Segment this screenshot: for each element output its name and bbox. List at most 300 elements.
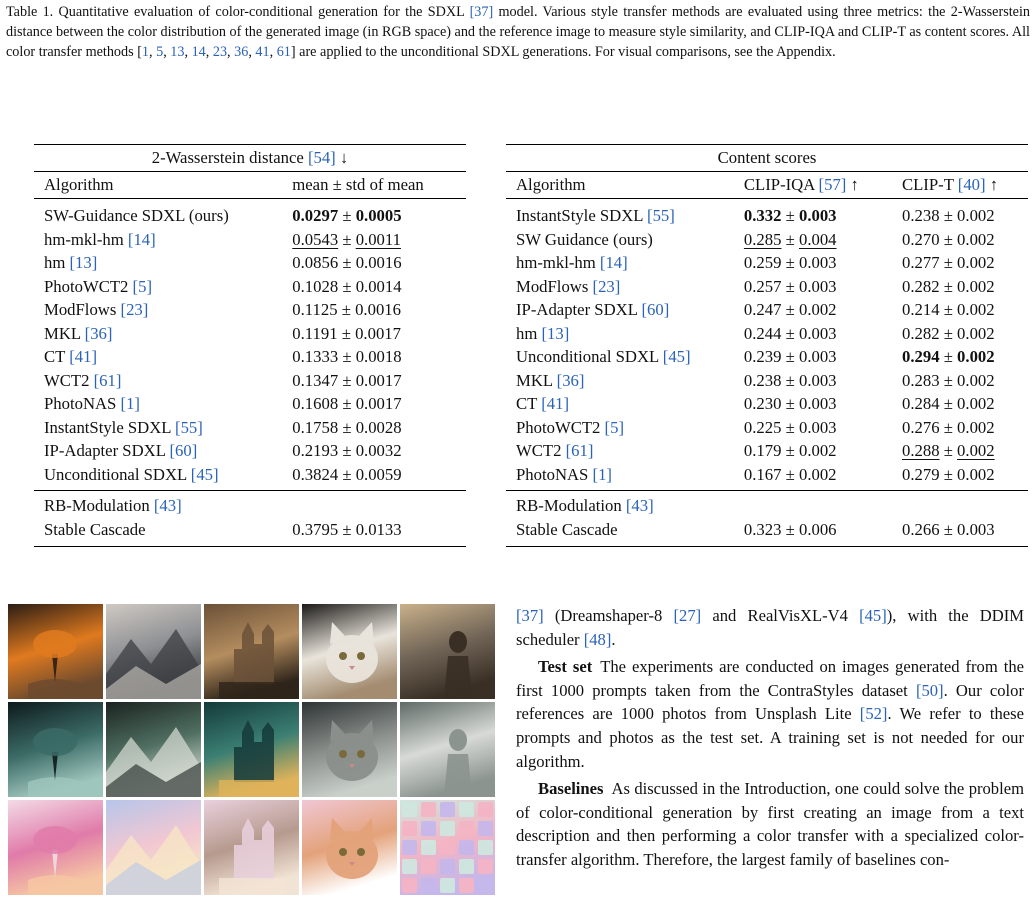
generated-image-glass-terrarium: [8, 702, 103, 797]
score-mean: 0.1191: [292, 323, 338, 343]
algorithm-name: [34, 322, 282, 346]
score-std: 0.002: [798, 441, 837, 460]
generated-image-pastel-clouds: [106, 800, 201, 895]
citation-link[interactable]: [54]: [307, 148, 336, 167]
score-cell: [282, 416, 466, 440]
column-header-algorithm: Algorithm: [34, 171, 282, 199]
plus-minus: ±: [338, 394, 356, 413]
table-row: [34, 228, 466, 252]
citation-link[interactable]: [50]: [915, 680, 944, 700]
table-row: [34, 275, 466, 299]
algorithm-name: [34, 463, 282, 491]
score-std: 0.0018: [355, 347, 402, 366]
content-scores-group-header: Content scores: [506, 145, 1028, 172]
generated-image-castle-pastel: [204, 800, 299, 895]
citation-link[interactable]: [41]: [541, 394, 570, 413]
score-std: 0.002: [957, 464, 995, 484]
column-header-clip-t: CLIP-T [40] ↑: [892, 171, 1028, 199]
algorithm-label: RB-Modulation: [44, 496, 154, 515]
score-std: 0.002: [798, 300, 837, 319]
score-std: 0.002: [957, 323, 995, 343]
table-row: [506, 518, 1028, 547]
citation-link[interactable]: [55]: [175, 417, 203, 437]
citation-link[interactable]: [43]: [153, 496, 182, 515]
citation-link[interactable]: [55]: [647, 206, 675, 225]
table-row: [506, 228, 1028, 252]
paragraph-baselines: Baselines As discussed in the Introduction, one could solve the problem of color-conditional generation by first creating an image from a text description and then performing a color transfer with a specialized color-transfer algorithm. Therefore, the largest family of baselines con-: [516, 779, 1024, 869]
table-row: [506, 322, 1028, 346]
citation-link[interactable]: [37]: [469, 4, 494, 20]
score-std: 0.0017: [355, 323, 401, 343]
citation-link[interactable]: 61: [276, 44, 291, 60]
score-std: 0.0016: [355, 300, 401, 319]
score-std: 0.006: [798, 519, 837, 539]
citation-separator: ,: [149, 44, 157, 60]
citation-link[interactable]: [27]: [673, 606, 702, 625]
citation-link[interactable]: [45]: [190, 464, 219, 484]
score-std: 0.002: [957, 300, 995, 319]
score-std: 0.0032: [355, 441, 402, 460]
citation-link[interactable]: 41: [255, 44, 270, 60]
plus-minus: ±: [939, 519, 958, 539]
body-text: [516, 604, 1024, 876]
citation-separator: ,: [269, 44, 277, 60]
score-std: 0.0011: [355, 229, 401, 249]
score-cell: [892, 228, 1028, 252]
score-mean: 0.276: [901, 417, 940, 437]
citation-link[interactable]: [43]: [625, 496, 654, 515]
score-std: 0.002: [798, 464, 837, 484]
score-mean: 0.1347: [292, 370, 339, 390]
table-row: [506, 275, 1028, 299]
algorithm-label: WCT2: [44, 370, 94, 390]
citation-link[interactable]: [61]: [93, 370, 122, 390]
score-cell: [892, 518, 1028, 547]
score-cell: [282, 251, 466, 275]
algorithm-name: [506, 439, 734, 463]
generated-image-castle-sepia: [204, 604, 299, 699]
score-mean: 0.0297: [292, 206, 339, 225]
algorithm-label: Stable Cascade: [44, 519, 146, 539]
table-row: [506, 298, 1028, 322]
table-row: [34, 322, 466, 346]
score-cell: [282, 228, 466, 252]
algorithm-name: [34, 518, 282, 547]
citation-link[interactable]: [60]: [641, 300, 670, 319]
algorithm-label: Unconditional SDXL: [44, 464, 191, 484]
score-mean: 0.1333: [292, 347, 339, 366]
plus-minus: ±: [781, 253, 799, 272]
score-cell: [892, 322, 1028, 346]
score-mean: 0.3824: [292, 464, 339, 484]
generated-image-misty-mountains: [106, 604, 201, 699]
score-std: 0.0005: [355, 206, 402, 225]
algorithm-label: Unconditional SDXL: [516, 347, 663, 366]
citation-link[interactable]: [52]: [859, 704, 888, 724]
table-row: [506, 439, 1028, 463]
score-std: 0.002: [957, 276, 995, 296]
score-mean: 0.167: [743, 464, 782, 484]
algorithm-label: ModFlows: [516, 276, 593, 296]
citation-link[interactable]: [23]: [592, 276, 621, 296]
score-mean: 0.282: [901, 276, 940, 296]
score-cell: [892, 392, 1028, 416]
plus-minus: ±: [338, 253, 356, 272]
algorithm-label: PhotoWCT2: [44, 276, 133, 296]
score-cell: [734, 416, 892, 440]
score-cell: [734, 392, 892, 416]
algorithm-name: [34, 251, 282, 275]
algorithm-name: [34, 369, 282, 393]
citation-separator: ,: [248, 44, 256, 60]
score-std: 0.0016: [355, 253, 402, 272]
citation-separator: ,: [227, 44, 235, 60]
algorithm-name: [34, 392, 282, 416]
citation-link[interactable]: 23: [212, 44, 228, 60]
score-cell: [892, 251, 1028, 275]
algorithm-name: [506, 322, 734, 346]
score-std: 0.0028: [355, 417, 402, 437]
score-std: 0.003: [798, 370, 837, 390]
algorithm-label: PhotoNAS: [44, 394, 121, 413]
citation-link[interactable]: [41]: [69, 347, 98, 366]
score-std: 0.003: [798, 253, 837, 272]
generated-image-dark-mountains: [106, 702, 201, 797]
score-mean: 0.283: [901, 370, 940, 390]
score-mean: 0.257: [743, 276, 782, 296]
score-mean: 0.0856: [292, 253, 339, 272]
table-row: [506, 491, 1028, 518]
plus-minus: ±: [781, 229, 799, 249]
table-row: [506, 345, 1028, 369]
score-std: 0.003: [957, 519, 995, 539]
table-row: [506, 392, 1028, 416]
algorithm-label: IP-Adapter SDXL: [516, 300, 642, 319]
citation-link[interactable]: 13: [170, 44, 185, 60]
baselines-heading: Baselines: [538, 779, 604, 799]
score-std: 0.0017: [355, 370, 402, 390]
table-row: [506, 416, 1028, 440]
citation-link[interactable]: [5]: [132, 276, 153, 296]
wasserstein-group-header: 2-Wasserstein distance [54] ↓: [34, 145, 466, 172]
score-mean: 0.285: [743, 229, 782, 249]
score-cell: [892, 369, 1028, 393]
score-mean: 0.0543: [292, 229, 339, 249]
generated-image-tabby-kitten: [302, 702, 397, 797]
algorithm-label: InstantStyle SDXL: [44, 417, 176, 437]
content-scores-table: [506, 144, 1028, 547]
algorithm-label: Stable Cascade: [516, 519, 618, 539]
caption-label: Table 1.: [6, 4, 54, 20]
algorithm-label: ModFlows: [44, 300, 121, 319]
plus-minus: ±: [939, 300, 958, 319]
score-std: 0.002: [957, 206, 995, 225]
score-mean: 0.1758: [292, 417, 339, 437]
algorithm-label: CT: [44, 347, 70, 366]
plus-minus: ±: [939, 229, 958, 249]
algorithm-name: [34, 345, 282, 369]
citation-link[interactable]: 36: [234, 44, 249, 60]
algorithm-name: [506, 228, 734, 252]
score-cell: [282, 298, 466, 322]
algorithm-label: hm: [516, 323, 542, 343]
score-mean: 0.332: [743, 206, 782, 225]
score-cell: [734, 369, 892, 393]
test-set-heading: Test set: [538, 657, 593, 677]
plus-minus: ±: [781, 300, 799, 319]
algorithm-name: [34, 439, 282, 463]
paragraph-models: [37] (Dreamshaper-8 [27] and RealVisXL-V4 [45]), with the DDIM scheduler [48].: [516, 606, 1025, 649]
column-header-mean-std: mean ± std of mean: [282, 171, 466, 199]
plus-minus: ±: [781, 347, 799, 366]
score-mean: 0.238: [901, 206, 940, 225]
algorithm-name: [34, 298, 282, 322]
algorithm-label: SW-Guidance SDXL (ours): [44, 206, 229, 225]
plus-minus: ±: [337, 300, 356, 319]
algorithm-name: [506, 199, 734, 228]
score-cell: [734, 228, 892, 252]
table-row: [34, 416, 466, 440]
table-row: [34, 199, 466, 228]
plus-minus: ±: [338, 370, 356, 390]
algorithm-name: [506, 416, 734, 440]
score-mean: 0.266: [901, 519, 940, 539]
citation-link[interactable]: [57]: [818, 174, 847, 194]
score-cell: [892, 439, 1028, 463]
generated-image-umbrella-person: [400, 702, 495, 797]
table-row: [34, 345, 466, 369]
score-std: 0.002: [957, 253, 995, 272]
score-mean: 0.323: [743, 519, 782, 539]
score-mean: 0.2193: [292, 441, 339, 460]
plus-minus: ±: [939, 370, 958, 390]
score-std: 0.003: [798, 206, 837, 225]
generated-image-city-woman: [400, 604, 495, 699]
score-mean: 0.294: [901, 347, 940, 366]
citation-separator: ,: [163, 44, 171, 60]
table-row: [34, 251, 466, 275]
plus-minus: ±: [939, 417, 958, 437]
algorithm-label: InstantStyle SDXL: [516, 206, 648, 225]
score-std: 0.002: [957, 417, 995, 437]
plus-minus: ±: [338, 276, 356, 296]
citation-link[interactable]: [36]: [84, 323, 113, 343]
table-row: [34, 491, 466, 518]
score-mean: 0.214: [901, 300, 940, 319]
algorithm-label: SW Guidance (ours): [516, 229, 653, 249]
citation-link[interactable]: [60]: [169, 441, 198, 460]
score-mean: 0.259: [743, 253, 782, 272]
score-std: 0.002: [957, 347, 995, 366]
citation-link[interactable]: [37]: [516, 606, 544, 625]
plus-minus: ±: [939, 464, 958, 484]
plus-minus: ±: [781, 370, 799, 390]
score-std: 0.0017: [355, 394, 402, 413]
plus-minus: ±: [781, 441, 799, 460]
algorithm-label: IP-Adapter SDXL: [44, 441, 170, 460]
citation-link[interactable]: [14]: [599, 253, 628, 272]
generated-image-calico-kitten: [302, 800, 397, 895]
plus-minus: ±: [781, 323, 799, 343]
plus-minus: ±: [781, 417, 799, 437]
score-std: 0.002: [957, 229, 995, 249]
score-std: 0.003: [798, 323, 837, 343]
score-std: 0.003: [798, 276, 837, 296]
column-header-algorithm: Algorithm: [506, 171, 734, 199]
table-row: [34, 369, 466, 393]
empty-cell: [282, 491, 466, 518]
score-cell: [734, 518, 892, 547]
plus-minus: ±: [939, 253, 958, 272]
citation-link[interactable]: [48]: [583, 629, 612, 649]
citation-separator: ,: [184, 44, 192, 60]
score-cell: [282, 439, 466, 463]
algorithm-label: MKL: [516, 370, 557, 390]
score-mean: 0.238: [743, 370, 782, 390]
algorithm-name: [34, 416, 282, 440]
algorithm-label: hm-mkl-hm: [516, 253, 600, 272]
algorithm-label: PhotoNAS: [516, 464, 593, 484]
score-mean: 0.225: [743, 417, 782, 437]
generated-image-white-kitten: [302, 604, 397, 699]
wasserstein-table: [34, 144, 466, 547]
score-cell: [734, 345, 892, 369]
algorithm-name: [34, 228, 282, 252]
score-mean: 0.288: [901, 441, 940, 460]
citation-link[interactable]: 14: [191, 44, 206, 60]
score-cell: [734, 251, 892, 275]
table-row: [506, 463, 1028, 491]
plus-minus: ±: [338, 441, 356, 460]
score-std: 0.0014: [355, 276, 402, 296]
score-cell: [892, 275, 1028, 299]
algorithm-name: [34, 275, 282, 299]
algorithm-name: [506, 275, 734, 299]
plus-minus: ±: [781, 276, 799, 296]
algorithm-label: CT: [516, 394, 542, 413]
score-mean: 0.230: [743, 394, 782, 413]
score-cell: [892, 463, 1028, 491]
citation-link[interactable]: [13]: [541, 323, 570, 343]
score-cell: [892, 298, 1028, 322]
score-mean: 0.247: [743, 300, 782, 319]
generated-image-sunset-tree: [8, 604, 103, 699]
score-mean: 0.179: [743, 441, 782, 460]
algorithm-name: [506, 392, 734, 416]
plus-minus: ±: [781, 519, 799, 539]
generated-image-castle-teal: [204, 702, 299, 797]
score-mean: 0.279: [901, 464, 940, 484]
table-row: [506, 369, 1028, 393]
citation-link[interactable]: [36]: [556, 370, 585, 390]
plus-minus: ±: [338, 417, 356, 437]
table-row: [34, 392, 466, 416]
algorithm-label: hm: [44, 253, 70, 272]
table-row: [506, 251, 1028, 275]
citation-link[interactable]: [23]: [120, 300, 149, 319]
algorithm-name: [506, 518, 734, 547]
citation-link[interactable]: [14]: [127, 229, 156, 249]
score-mean: 0.1608: [292, 394, 339, 413]
algorithm-name: [506, 345, 734, 369]
paragraph-test-set: Test set The experiments are conducted on images generated from the first 1000 prompts taken from the ContraStyles dataset [50]. Our color references are 1000 photos from Unsplash Lite [52]. We refer to these prompts and photos as the test set. A training set is not needed for our algorithm.: [516, 657, 1025, 771]
plus-minus: ±: [338, 229, 356, 249]
score-std: 0.0059: [355, 464, 402, 484]
algorithm-name: [506, 491, 734, 518]
score-cell: [734, 322, 892, 346]
table-row: [34, 518, 466, 547]
empty-cell: [734, 491, 892, 518]
citation-link[interactable]: [45]: [662, 347, 691, 366]
algorithm-name: [34, 491, 282, 518]
citation-link[interactable]: [13]: [69, 253, 98, 272]
citation-link[interactable]: [5]: [604, 417, 625, 437]
algorithm-label: RB-Modulation: [516, 496, 626, 515]
table-row: [506, 199, 1028, 228]
plus-minus: ±: [781, 464, 799, 484]
caption-citations: [142, 44, 291, 60]
column-header-clip-iqa: CLIP-IQA [57] ↑: [734, 171, 892, 199]
plus-minus: ±: [939, 394, 958, 413]
score-std: 0.003: [798, 417, 837, 437]
score-std: 0.003: [798, 394, 837, 413]
citation-link[interactable]: 1: [141, 44, 150, 60]
algorithm-name: [506, 369, 734, 393]
algorithm-label: PhotoWCT2: [516, 417, 605, 437]
score-mean: 0.1125: [292, 300, 338, 319]
citation-link[interactable]: [40]: [957, 174, 986, 194]
score-cell: [734, 298, 892, 322]
plus-minus: ±: [338, 519, 356, 539]
generated-image-pastel-cubes: [400, 800, 495, 895]
score-cell: [734, 463, 892, 491]
citation-link[interactable]: [61]: [565, 441, 594, 460]
generated-image-pink-tower: [8, 800, 103, 895]
score-cell: [282, 463, 466, 491]
citation-link[interactable]: [1]: [592, 464, 612, 484]
score-mean: 0.282: [901, 323, 940, 343]
table-row: [34, 298, 466, 322]
plus-minus: ±: [939, 347, 958, 366]
citation-link[interactable]: [1]: [120, 394, 140, 413]
score-cell: [892, 199, 1028, 228]
score-cell: [734, 439, 892, 463]
score-mean: 0.244: [743, 323, 782, 343]
plus-minus: ±: [337, 323, 356, 343]
score-cell: [282, 369, 466, 393]
empty-cell: [892, 491, 1028, 518]
score-cell: [282, 392, 466, 416]
algorithm-name: [506, 251, 734, 275]
algorithm-name: [506, 463, 734, 491]
score-mean: 0.239: [743, 347, 782, 366]
generated-images-figure: [8, 604, 496, 912]
score-mean: 0.270: [901, 229, 940, 249]
score-mean: 0.277: [901, 253, 940, 272]
algorithm-label: hm-mkl-hm: [44, 229, 128, 249]
score-cell: [734, 275, 892, 299]
plus-minus: ±: [781, 394, 799, 413]
algorithm-name: [34, 199, 282, 228]
plus-minus: ±: [338, 347, 356, 366]
citation-link[interactable]: [45]: [859, 606, 887, 625]
plus-minus: ±: [939, 441, 958, 460]
score-std: 0.004: [798, 229, 837, 249]
score-cell: [892, 345, 1028, 369]
score-std: 0.002: [957, 370, 995, 390]
algorithm-name: [506, 298, 734, 322]
citation-link[interactable]: 5: [156, 44, 164, 60]
